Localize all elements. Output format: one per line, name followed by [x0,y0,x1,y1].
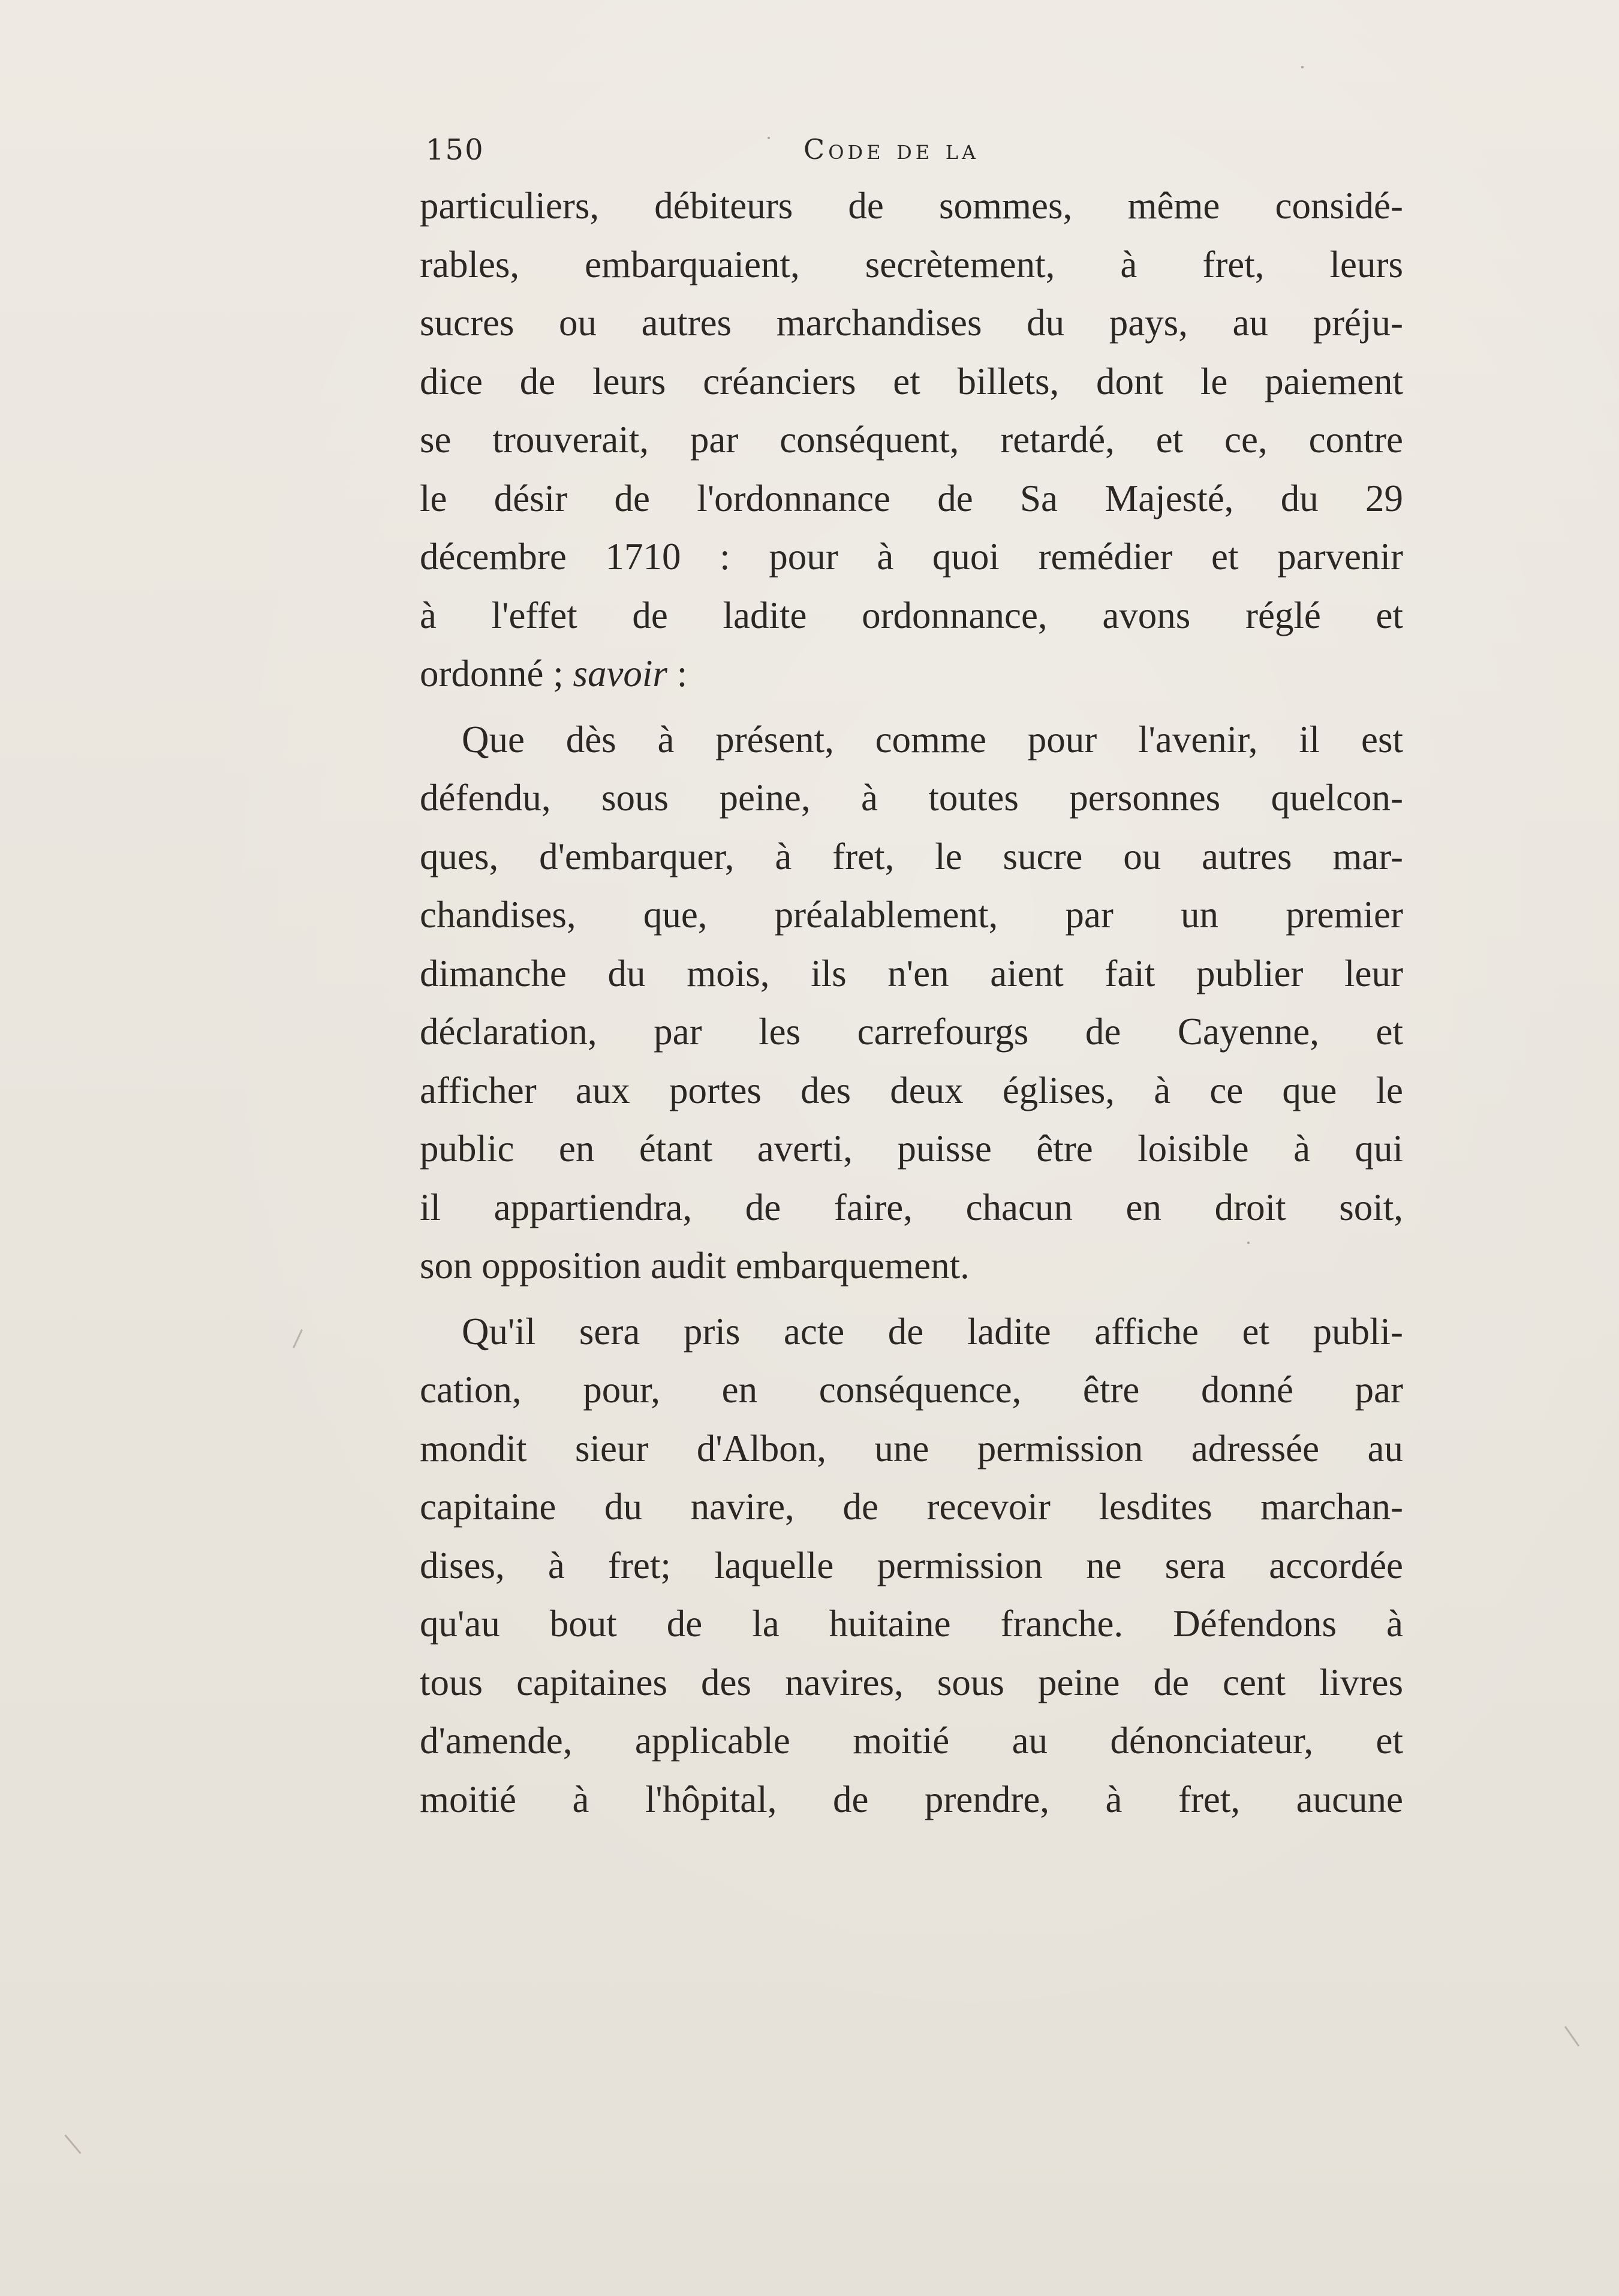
text-line: dises, à fret; laquelle permission ne sera accordée [420,1544,1403,1586]
text-line: mondit sieur d'Albon, une permission adressée au [420,1427,1403,1469]
italic-word: savoir [573,653,667,695]
paper-mark [1564,2026,1579,2046]
text-line: il appartiendra, de faire, chacun en droit soit, [420,1186,1403,1228]
text-line: capitaine du navire, de recevoir lesdites marchan- [420,1486,1403,1528]
text-line: particuliers, débiteurs de sommes, même considé- [420,185,1403,227]
text-line: ques, d'embarquer, à fret, le sucre ou autres mar- [420,835,1403,877]
text-line: se trouverait, par conséquent, retardé, et ce, contre [420,419,1403,461]
text-line-last [420,645,1403,704]
paragraph-gap [420,704,1403,711]
text-line: à l'effet de ladite ordonnance, avons réglé et [420,594,1403,636]
paper-speck [1301,66,1304,68]
text-line: public en étant averti, puisse être loisible à qui [420,1128,1403,1170]
text-line: cation, pour, en conséquence, être donné par [420,1369,1403,1411]
text-line: le désir de l'ordonnance de Sa Majesté, du 29 [420,477,1403,519]
body-text [420,177,1403,1829]
text-line: d'amende, applicable moitié au dénonciateur, et [420,1720,1403,1762]
paper-mark [64,2135,81,2154]
text-line: Que dès à présent, comme pour l'avenir, il est [462,718,1403,761]
text-line: déclaration, par les carrefourgs de Cayenne, et [420,1011,1403,1053]
text-line: rables, embarquaient, secrètement, à fret, leurs [420,243,1403,286]
page-header [420,133,1403,175]
paper-speck [1247,1242,1250,1244]
paper-speck [768,137,770,139]
text-line: sucres ou autres marchandises du pays, au préju- [420,302,1403,344]
text-line: moitié à l'hôpital, de prendre, à fret, aucune [420,1778,1403,1820]
text-line: Qu'il sera pris acte de ladite affiche et publi- [462,1310,1403,1353]
text-line: défendu, sous peine, à toutes personnes quelcon- [420,777,1403,819]
text-line: qu'au bout de la huitaine franche. Défendons à [420,1603,1403,1645]
running-head: Code de la [804,133,980,166]
page-number: 150 [426,133,485,167]
text-run: : [667,653,688,695]
text-line: dice de leurs créanciers et billets, dont le paiement [420,360,1403,402]
paragraph-gap [420,1296,1403,1303]
text-line: dimanche du mois, ils n'en aient fait publier leur [420,952,1403,994]
text-run: ordonné ; [420,653,573,695]
text-line: décembre 1710 : pour à quoi remédier et parvenir [420,536,1403,578]
paper-mark [293,1329,303,1348]
text-line: chandises, que, préalablement, par un premier [420,894,1403,936]
text-line: tous capitaines des navires, sous peine de cent livres [420,1661,1403,1703]
text-line-last: son opposition audit embarquement. [420,1245,970,1287]
text-line: afficher aux portes des deux églises, à ce que le [420,1069,1403,1111]
